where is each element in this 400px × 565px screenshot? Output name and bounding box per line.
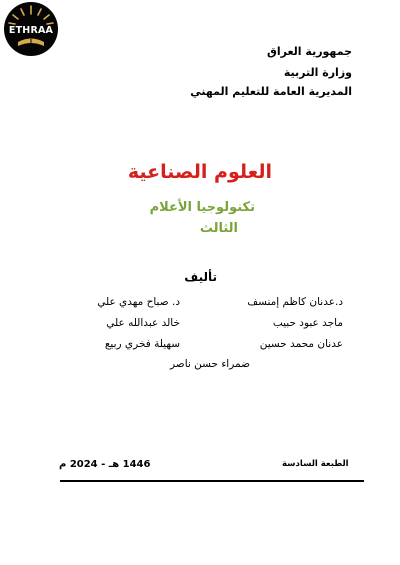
edition-label: الطبعة السادسة: [282, 459, 349, 469]
author-name: عدنان محمد حسين: [259, 338, 343, 350]
header-directorate: المديرية العامة للتعليم المهني: [190, 85, 352, 98]
book-subject: تكنولوجيا الأعلام: [149, 200, 255, 215]
authoring-label: تأليف: [184, 270, 217, 284]
book-grade: الثالث: [199, 221, 238, 236]
author-name: د. صباح مهدي علي: [97, 296, 180, 308]
author-name: خالد عبدالله علي: [106, 317, 180, 329]
footer-divider: [60, 480, 364, 482]
author-name: سهيلة فخري ربيع: [104, 338, 180, 350]
publication-year: 1446 هـ - 2024 م: [59, 459, 151, 470]
author-name: ضمراء حسن ناصر: [170, 358, 250, 370]
book-title: العلوم الصناعية: [127, 161, 272, 183]
header-country: جمهورية العراق: [267, 45, 352, 58]
author-name: د.عدنان كاظم إمنسف: [247, 296, 343, 308]
header-ministry: وزارة التربية: [283, 66, 352, 79]
author-name: ماجد عبود حبيب: [272, 317, 343, 329]
ethraa-logo: [4, 2, 58, 56]
logo-text: ETHRAA: [8, 25, 54, 36]
